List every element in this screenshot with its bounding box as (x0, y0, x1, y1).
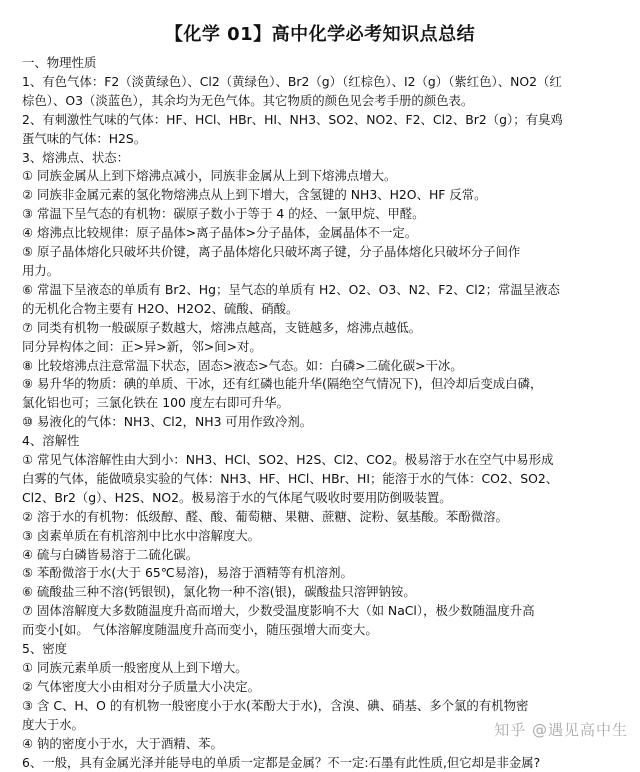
text-line: 同分异构体之间：正>异>新，邻>间>对。 (22, 338, 262, 354)
text-line: Cl2、Br2（g）、H2S、NO2。极易溶于水的气体尾气吸收时要用防倒吸装置。 (22, 489, 452, 505)
text-line: ⑦ 固体溶解度大多数随温度升高而增大，少数受温度影响不大（如 NaCl），极少数随温度升高 (22, 603, 535, 619)
text-line: ② 溶于水的有机物：低级醇、醛、酸、葡萄糖、果糖、蔗糖、淀粉、氨基酸。苯酚微溶。 (22, 508, 508, 524)
text-line: ④ 钠的密度小于水，大于酒精、苯。 (22, 735, 223, 751)
document-title: 【化学 01】高中化学必考知识点总结 (164, 24, 476, 45)
text-line: 2、有刺激性气味的气体：HF、HCl、HBr、HI、NH3、SO2、NO2、F2、Cl2、Br2（g）；有臭鸡 (22, 111, 563, 127)
text-line: 3、熔沸点、状态： (22, 149, 130, 165)
text-line: 而变小[如。 气体溶解度随温度升高而变小，随压强增大而变大。 (22, 622, 378, 638)
text-line: ⑦ 同类有机物一般碳原子数越大，熔沸点越高，支链越多，熔沸点越低。 (22, 319, 422, 335)
text-line: ⑨ 易升华的物质：碘的单质、干冰，还有红磷也能升华(隔绝空气情况下)，但冷却后变成白磷， (22, 376, 543, 392)
text-line: ① 同族金属从上到下熔沸点减小，同族非金属从上到下熔沸点增大。 (22, 168, 397, 184)
text-line: 用力。 (22, 262, 60, 278)
text-line: ① 常见气体溶解性由大到小：NH3、HCl、SO2、H2S、Cl2、CO2。极易溶于水在空气中易形成 (22, 452, 554, 468)
text-line: ③ 卤素单质在有机溶剂中比水中溶解度大。 (22, 527, 261, 543)
text-line: ④ 熔沸点比较规律：原子晶体>离子晶体>分子晶体，金属晶体不一定。 (22, 225, 418, 241)
text-line: 一、物理性质 (22, 55, 97, 70)
text-line: 白雾的气体，能做喷泉实验的气体：NH3、HF、HCl、HBr、HI；能溶于水的气体：CO2、SO2、 (22, 470, 559, 486)
text-line: ④ 硫与白磷皆易溶于二硫化碳。 (22, 546, 199, 562)
text-line: 度大于水。 (22, 716, 84, 732)
text-line: ⑧ 比较熔沸点注意常温下状态，固态>液态>气态。如：白磷>二硫化碳>干冰。 (22, 357, 463, 373)
text-line: ⑤ 苯酚微溶于水(大于 65℃易溶)，易溶于酒精等有机溶剂。 (22, 565, 353, 581)
text-line: 棕色）、O3（淡蓝色），其余均为无色气体。其它物质的颜色见会考手册的颜色表。 (22, 92, 474, 108)
text-line: ③ 常温下呈气态的有机物：碳原子数小于等于 4 的烃、一氯甲烷、甲醛。 (22, 206, 425, 222)
text-line: 氯化铝也可；三氯化铁在 100 度左右即可升华。 (22, 395, 289, 411)
document-body (0, 48, 640, 772)
watermark: 知乎 @遇见高中生 (494, 721, 628, 739)
text-line: ② 同族非金属元素的氢化物熔沸点从上到下增大，含氢键的 NH3、H2O、HF 反常。 (22, 187, 487, 203)
text-line: 蛋气味的气体：H2S。 (22, 130, 147, 146)
text-line: ③ 含 C、H、O 的有机物一般密度小于水(苯酚大于水)，含溴、碘、硝基、多个氯的有机物密 (22, 697, 529, 713)
text-line: 的无机化合物主要有 H2O、H2O2、硫酸、硝酸。 (22, 300, 299, 316)
text-line: ⑥ 硫酸盐三种不溶(钙银钡)，氯化物一种不溶(银)，碳酸盐只溶钾钠铵。 (22, 584, 416, 600)
text-line: ⑥ 常温下呈液态的单质有 Br2、Hg；呈气态的单质有 H2、O2、O3、N2、F2、Cl2；常温呈液态 (22, 281, 560, 297)
text-line: 6、一般，具有金属光泽并能导电的单质一定都是金属？不一定:石墨有此性质,但它却是非金属? (22, 754, 541, 770)
text-line: ⑤ 原子晶体熔化只破坏共价键，离子晶体熔化只破坏离子键，分子晶体熔化只破坏分子间作 (22, 244, 521, 260)
text-line: 1、有色气体：F2（淡黄绿色）、Cl2（黄绿色）、Br2（g）（红棕色）、I2（g）（紫红色）、NO2（红 (22, 73, 562, 89)
text-line: ⑩ 易液化的气体：NH3、Cl2，NH3 可用作致冷剂。 (22, 414, 313, 430)
text-line: ① 同族元素单质一般密度从上到下增大。 (22, 660, 248, 675)
text-line: 5、密度 (22, 641, 68, 657)
text-line: 4、溶解性 (22, 433, 80, 449)
text-line: ② 气体密度大小由相对分子质量大小决定。 (22, 678, 261, 694)
